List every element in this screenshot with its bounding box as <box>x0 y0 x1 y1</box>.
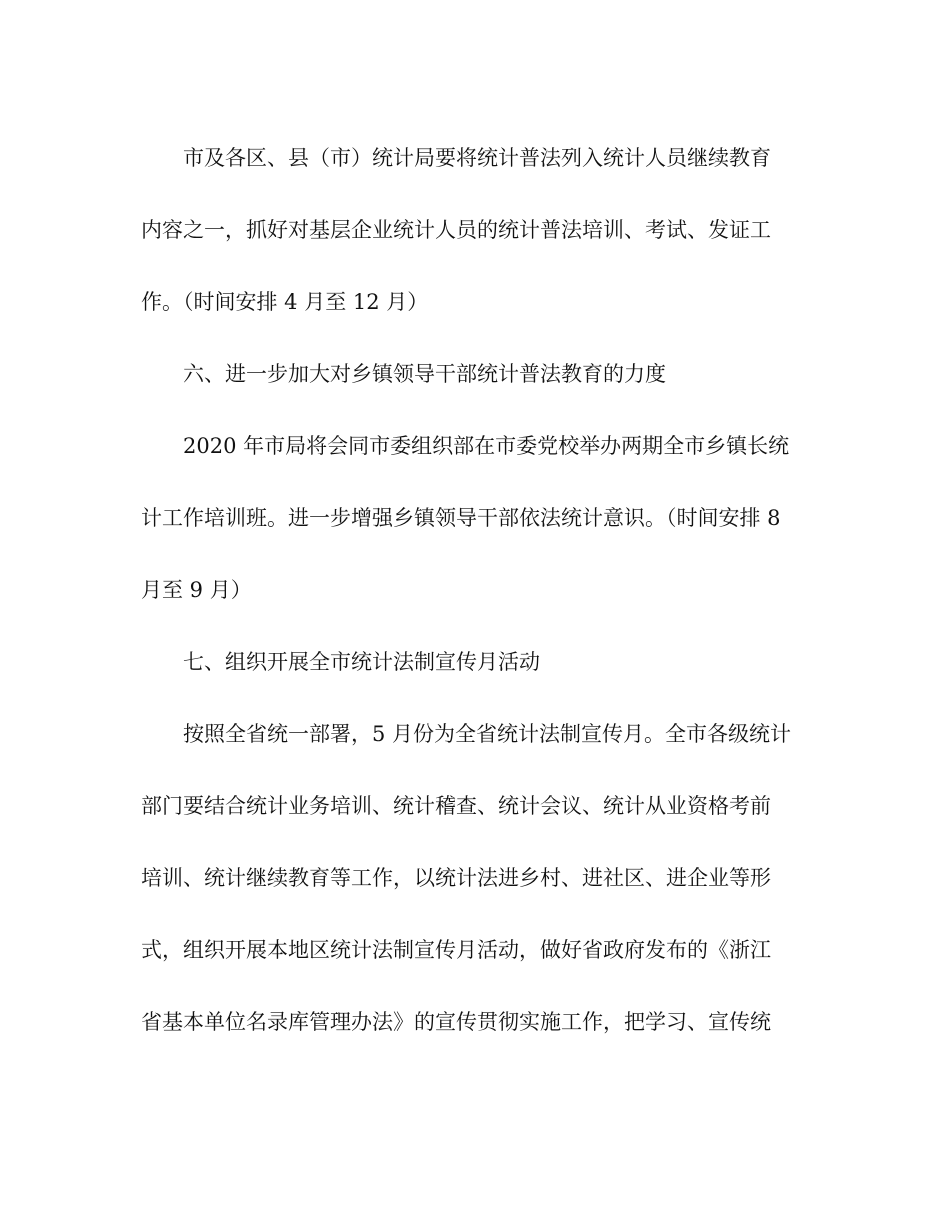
paragraph-line: 按照全省统一部署，5 月份为全省统计法制宣传月。全市各级统计 <box>183 722 792 746</box>
paragraph-line: 式，组织开展本地区统计法制宣传月活动，做好省政府发布的《浙江 <box>141 938 771 962</box>
paragraph-line: 内容之一，抓好对基层企业统计人员的统计普法培训、考试、发证工 <box>141 218 771 242</box>
paragraph-line: 月至 9 月） <box>141 578 252 602</box>
section-heading: 七、组织开展全市统计法制宣传月活动 <box>183 650 540 674</box>
paragraph-line: 部门要结合统计业务培训、统计稽查、统计会议、统计从业资格考前 <box>141 794 771 818</box>
paragraph-line: 市及各区、县（市）统计局要将统计普法列入统计人员继续教育 <box>183 146 771 170</box>
paragraph-line: 作。（时间安排 4 月至 12 月） <box>141 290 429 314</box>
paragraph-line: 计工作培训班。进一步增强乡镇领导干部依法统计意识。（时间安排 8 <box>141 506 781 530</box>
section-heading: 六、进一步加大对乡镇领导干部统计普法教育的力度 <box>183 362 666 386</box>
paragraph-line: 培训、统计继续教育等工作，以统计法进乡村、进社区、进企业等形 <box>141 866 771 890</box>
paragraph-line: 2020 年市局将会同市委组织部在市委党校举办两期全市乡镇长统 <box>183 434 790 458</box>
paragraph-line: 省基本单位名录库管理办法》的宣传贯彻实施工作，把学习、宣传统 <box>141 1010 771 1034</box>
